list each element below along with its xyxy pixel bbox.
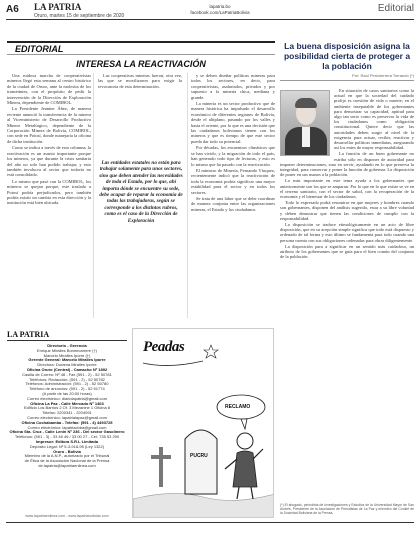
page-header	[0, 0, 420, 36]
editorial-tag-bar	[7, 41, 275, 55]
masthead-line: Correo electrónico: lapatrialapaz@gmail.com	[27, 414, 107, 420]
masthead-line: Teléfonos: Administración: (591 - 2) - 52 50780	[25, 381, 109, 387]
editorial-cartoon	[132, 328, 274, 518]
website-line[interactable]: lapatria.bo	[209, 4, 231, 9]
masthead-details	[7, 344, 127, 469]
byline-divider	[280, 80, 414, 81]
paragraph: En situación de casos sanitarios como la actual en que la sociedad del cuidado prolijo es cuestión de vida o muerte; en el ambiente inseparable de los gobernantes para demostrar su capacidad, aptitud para algo tan serio como es preservar la vida de los ciudadanos como obligación constitucional. Quiere decir que las autoridades deben surgir al nivel de la exigencia para actuar, recibir, reactivar y desarrollar políticas inmediatas, asegurando así los entes de mayor responsabilidad.	[334, 88, 414, 151]
paragraph: La disposición se traduce etimológicamente en un acto de libre disposición, que en su acepción simple significa que todo está dispuesto y ordenado de tal forma y esto último se fundamenta para todo cuando una persona cuenta con sus obligaciones ordenadas para obrar diligentemente.	[280, 222, 414, 243]
editorial-column-1	[7, 73, 91, 318]
website-info	[180, 4, 260, 16]
masthead-line: Enrique Miralles Bonnecarrere (†)	[36, 347, 98, 353]
column-divider	[93, 73, 94, 318]
cartoon-drawing	[133, 329, 274, 518]
masthead-line: Marcelo Miralles Iporre (†)	[43, 352, 91, 358]
author-photo	[280, 90, 330, 156]
masthead-line: Oficina Sta. Cruz - Calle Lenin Nº 236 - Del sector Gasolinero	[9, 429, 125, 435]
paragraph: El ministro de Minería, Fernando Vásquez, recientemente indicó que la reactivación de toda la economía podría significar una mayor estabilidad para el sector y en todos los sectores.	[191, 167, 275, 195]
masthead-line: de.lapatria@lapatriaenlinea.com	[38, 462, 96, 468]
masthead-line: Impresor: Editora S.R.L Limitada	[35, 438, 99, 444]
editorial-column-3	[191, 73, 275, 318]
footer-divider	[6, 522, 414, 523]
masthead-line: Directorio - Gerencia	[47, 343, 87, 348]
masthead-box	[7, 330, 127, 518]
paper-name: LA PATRIA	[34, 2, 82, 12]
masthead-line: Casilla de Correo: Nº 48 - Fax (591 - 2) - 52 50781	[22, 371, 112, 377]
masthead-line: Gerente General: Marcelo Miralles Iporre	[28, 357, 106, 363]
paragraph: Lo mismo que pasó con la COMIBOL, los mineros se quejan porque, este traslado a Potosí podría perjudicarlos, pero también podría existir un cambio en esta dirección y la institución está bien ubicada.	[7, 178, 91, 206]
masthead-line: Oficina Oruro (Central) - Camacho Nº 1892	[26, 366, 108, 372]
paragraph: Las cooperativas mineras fueron, otra vez, las que se movilizaron para exigir la revocatoria de esta determinación.	[98, 73, 182, 89]
paragraph: Se trata de una labor que se debe coordinar de manera conjunta entre las organizaciones mineras, el Estado y los ciudadanos.	[191, 195, 275, 212]
article-byline: Por: Raúl Pericherrera Torrando (*)	[352, 73, 414, 78]
masthead-line: Oficina La Paz - Calle Mercado Nº 1403	[30, 400, 104, 406]
article-title: La buena disposición asigna la posibilidad cierta de proteger a la población	[283, 41, 411, 71]
masthead-line: Directora: Dorama Miralles Iporre	[37, 362, 97, 368]
masthead-line: Telefax: 2200341 - 2204091	[42, 410, 92, 416]
author-footnote: (*) El abogado, periodista de Investigaciones y Estudios de la Universidad Mayor de San Andrés, Presidente de la Asociación de Periodistas de La Paz y miembro del Comité de la Sociedad Boliviana de la Prensa.	[280, 503, 414, 515]
masthead-line: de Ética de la Asociación Nacional de la Prensa	[24, 458, 110, 464]
editorial-column-2	[98, 73, 182, 153]
masthead-line: Teléfono de anuncios: (591 - 2) - 52 51774	[29, 386, 105, 392]
paper-logo-block	[34, 2, 124, 19]
editorial-body	[7, 73, 275, 318]
masthead-line: Oruro - Bolivia	[53, 448, 81, 454]
editorial-tag: EDITORIAL	[15, 44, 64, 54]
masthead-title: LA PATRIA	[7, 330, 127, 341]
masthead-footer[interactable]: www.lapatriaenlinea.com - www.lapatrianoticias.com	[25, 514, 109, 518]
headstone-label: PUCRU	[190, 453, 208, 459]
column-divider	[187, 73, 188, 318]
paragraph: Por décadas, los encuentros climáticos que se han vivido, y la migración de todo el país, han generado todo tipo de lecturas, y esto es lo mismo que ha pasado con la reactivación.	[191, 145, 275, 167]
page-number: A6	[6, 4, 19, 15]
masthead-line: Correo electrónico: lapatriacbba@gmail.com	[27, 424, 107, 430]
masthead-line: Correo electrónico: diariolapatria@gmail.com	[26, 395, 108, 401]
paragraph: La función de un buen gobernante no estriba sólo en disponer de autoridad para imponer determinaciones, sino en servir, ayudando en lo que preserva la integridad, para conservar y poner la función de gobernar. La disposición de poner en sus manos a la población.	[280, 151, 414, 178]
dateline: Oruro, martes 15 de septiembre de 2020	[34, 13, 125, 19]
section-label: Editorial	[377, 3, 414, 14]
paragraph: Una ruidosa marcha de cooperativistas mineros llegó esta semana al centro histórico de la ciudad de Oruro, ante la molestia de los transeúntes, con el propósito de pedir la intervención de la Dirección de Exploración Minera, dependiente de COMIBOL.	[7, 73, 91, 106]
editorial-article	[7, 41, 275, 320]
masthead-line: Teléfonos: Redacción: (591 - 2) - 52 50782	[29, 376, 105, 382]
opinion-article	[280, 41, 414, 515]
masthead-line: Miembro de la A.N.P., autorizado por el Tribunal	[24, 453, 110, 459]
paragraph: Lo más importante en este tema ayuda a los gobernantes que anteriormente son los que se amparan. Por lo que en lo que existe se ve en el terreno sanitario, con el sector de salud, con la recuperación de la economía y el bienestar de los ciudadanos.	[280, 178, 414, 200]
article-body	[280, 88, 414, 508]
masthead-line: Oficina Cochabamba - Telefax: (591 - 4) 4493725	[21, 419, 113, 425]
header-divider	[6, 19, 414, 20]
paragraph: La disposición para a significar en un sentido más cuidadoso, un atributo de los gobernantes que se guía para el bien común del conjunto de la población.	[280, 243, 414, 260]
paragraph: y se deben diseñar políticas mineras para todos los sectores, en decir, para cooperativistas, asalariados, privados y por supuesto a la minería chica, mediana y grande.	[191, 73, 275, 100]
pull-quote: Las entidades estatales no están para trabajar solamente para unos sectores, sino que deben atender las necesidades de toda el Estado, por lo que, ahí importa dónde se encuentre su sede, debe ocupar de reparar la economía de todas las trabajadoras, según se corresponde a los distintos rubros, como es el caso de la Dirección de Exploración	[95, 158, 187, 250]
cartoon-title: Peadas	[143, 339, 185, 355]
paragraph: La Presidente Jeanine Áñez, de manera reciente anunció la transferencia de la minera al Viceministerio de Desarrollo Productivo Minero Metalúrgico, dependiente de la Corporación Minera de Bolivia, COMIBOL, con sede en Potosí, donde manejaría la oficina de dicha institución.	[7, 106, 91, 144]
masthead-line: Edificio Los Barrios 2 Of. 3 Mezanine 1 Oficina 8	[23, 405, 111, 411]
masthead-line: (A partir de las 20:00 horas)	[42, 390, 92, 396]
paragraph: Todo lo expresado podrá resumirse en que mujeres y hombres cuando son gobernantes, disponen del análisis sugerido, estar a su libre voluntad y deben demostrar que tienen las condiciones de cumplir con la responsabilidad.	[280, 200, 414, 221]
paragraph: Como se indica a través de esta columna, la reactivación es un asunto importante porque los mineros, ya que durante la crisis sanitaria del año no solo han podido trabajar, y esto también involucra al sector que todavía no está consolidado.	[7, 145, 91, 178]
editorial-title: INTERESA LA REACTIVACIÓN	[76, 59, 206, 69]
website-line[interactable]: facebook.com/LaPatriaBolivia	[190, 10, 250, 15]
paragraph: La minería es un sector productivo que de manera histórica ha impulsado el desarrollo económico de diferentes regiones de Bolivia, desde el altiplano, pasando por los valles y hasta el oriente, por lo que es una decisión que las ciudadanos bolivianos tienen con los mineros y que es tiempo de que este sector pueda dar todo su potencial.	[191, 101, 275, 144]
masthead-line: Depósito Legal: Nº 5-3-918-95 (Ley 1322)	[29, 443, 105, 449]
speech-bubble-text: RECLAMO	[225, 404, 251, 410]
masthead-line: Teléfonos: (591 - 3) - 33 46 46 / 33 00 27 - Cel: 735 53 290	[14, 434, 120, 440]
